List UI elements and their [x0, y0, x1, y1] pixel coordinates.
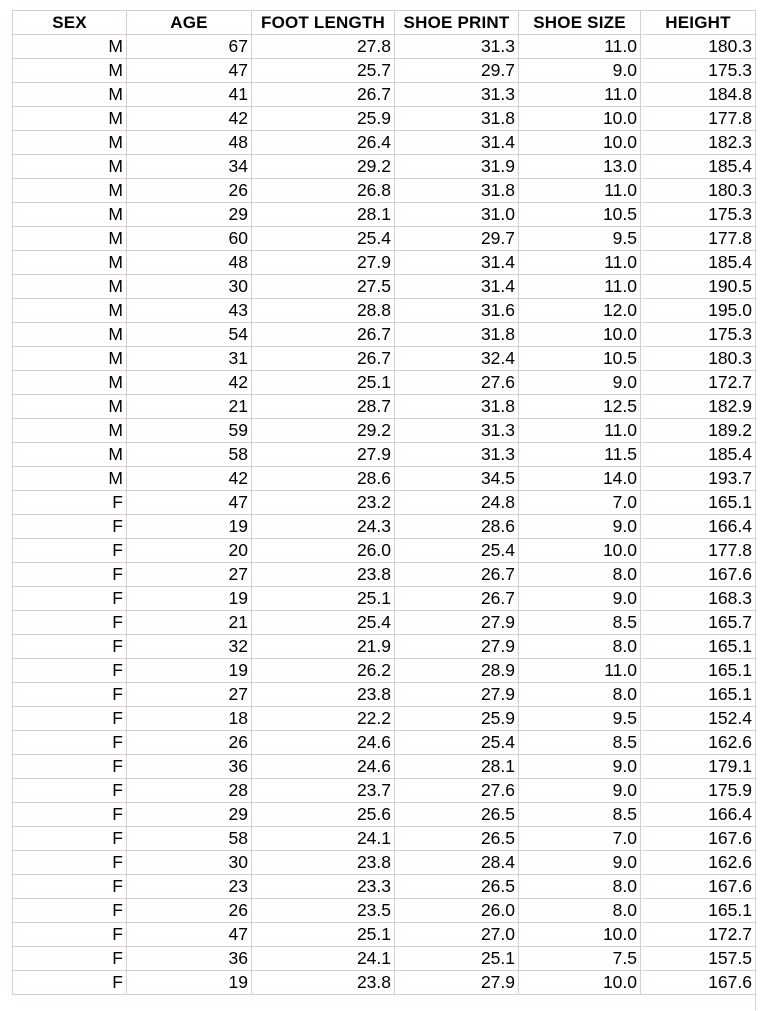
cell-shoe-size[interactable]: 8.5 [519, 611, 641, 635]
cell-foot-length[interactable]: 27.5 [252, 275, 395, 299]
table-row [13, 515, 756, 539]
cell-age[interactable]: 32 [127, 635, 252, 659]
table-row [13, 179, 756, 203]
cell-foot-length[interactable]: 27.9 [252, 251, 395, 275]
cell-shoe-print[interactable]: 29.7 [395, 227, 519, 251]
cell-shoe-size[interactable]: 8.5 [519, 803, 641, 827]
cell-height[interactable]: 167.6 [641, 971, 756, 995]
cell-sex[interactable]: F [13, 971, 127, 995]
cell-sex[interactable]: M [13, 443, 127, 467]
cell-foot-length[interactable]: 23.2 [252, 491, 395, 515]
cell-sex[interactable]: M [13, 419, 127, 443]
cell-shoe-print[interactable]: 31.3 [395, 419, 519, 443]
cell-sex[interactable]: F [13, 827, 127, 851]
cell-sex[interactable]: M [13, 323, 127, 347]
cell-foot-length[interactable]: 24.6 [252, 731, 395, 755]
cell-foot-length[interactable]: 26.4 [252, 131, 395, 155]
cell-height[interactable]: 175.9 [641, 779, 756, 803]
cell-sex[interactable]: F [13, 539, 127, 563]
cell-foot-length[interactable]: 28.7 [252, 395, 395, 419]
cell-foot-length[interactable]: 24.3 [252, 515, 395, 539]
cell-sex[interactable]: F [13, 515, 127, 539]
cell-foot-length[interactable]: 26.0 [252, 539, 395, 563]
cell-sex[interactable]: M [13, 251, 127, 275]
cell-shoe-print[interactable]: 31.8 [395, 323, 519, 347]
table-row [13, 779, 756, 803]
cell-shoe-print[interactable]: 31.8 [395, 395, 519, 419]
cell-height[interactable]: 168.3 [641, 587, 756, 611]
cell-foot-length[interactable]: 23.7 [252, 779, 395, 803]
cell-shoe-print[interactable]: 27.9 [395, 611, 519, 635]
cell-sex[interactable]: F [13, 755, 127, 779]
cell-shoe-size[interactable]: 10.0 [519, 107, 641, 131]
cell-height[interactable]: 157.5 [641, 947, 756, 971]
cell-height[interactable]: 175.3 [641, 203, 756, 227]
cell-sex[interactable]: M [13, 59, 127, 83]
cell-age[interactable]: 29 [127, 203, 252, 227]
table-row [13, 947, 756, 971]
cell-shoe-print[interactable]: 26.5 [395, 875, 519, 899]
cell-age[interactable]: 42 [127, 467, 252, 491]
cell-foot-length[interactable]: 23.8 [252, 971, 395, 995]
cell-shoe-print[interactable]: 27.6 [395, 371, 519, 395]
cell-height[interactable]: 172.7 [641, 371, 756, 395]
cell-age[interactable]: 21 [127, 611, 252, 635]
table-row [13, 587, 756, 611]
cell-foot-length[interactable]: 25.7 [252, 59, 395, 83]
header-foot-length[interactable]: FOOT LENGTH [252, 11, 395, 35]
cell-shoe-print[interactable]: 31.6 [395, 299, 519, 323]
cell-age[interactable]: 20 [127, 539, 252, 563]
cell-foot-length[interactable]: 27.8 [252, 35, 395, 59]
cell-height[interactable]: 175.3 [641, 59, 756, 83]
cell-height[interactable]: 177.8 [641, 107, 756, 131]
cell-foot-length[interactable]: 27.9 [252, 443, 395, 467]
table-row [13, 635, 756, 659]
table-row [13, 347, 756, 371]
cell-sex[interactable]: F [13, 923, 127, 947]
cell-foot-length[interactable]: 24.6 [252, 755, 395, 779]
cell-foot-length[interactable]: 22.2 [252, 707, 395, 731]
cell-shoe-print[interactable]: 28.1 [395, 755, 519, 779]
cell-shoe-size[interactable]: 11.5 [519, 443, 641, 467]
cell-foot-length[interactable]: 29.2 [252, 419, 395, 443]
right-edge-divider [755, 10, 760, 1010]
cell-shoe-print[interactable]: 31.8 [395, 179, 519, 203]
header-shoe-print[interactable]: SHOE PRINT [395, 11, 519, 35]
cell-shoe-size[interactable]: 11.0 [519, 83, 641, 107]
cell-shoe-print[interactable]: 24.8 [395, 491, 519, 515]
table-row [13, 659, 756, 683]
cell-shoe-size[interactable]: 10.0 [519, 971, 641, 995]
cell-sex[interactable]: M [13, 467, 127, 491]
cell-age[interactable]: 28 [127, 779, 252, 803]
cell-age[interactable]: 60 [127, 227, 252, 251]
cell-shoe-print[interactable]: 31.0 [395, 203, 519, 227]
cell-height[interactable]: 175.3 [641, 323, 756, 347]
cell-foot-length[interactable]: 23.5 [252, 899, 395, 923]
cell-foot-length[interactable]: 25.6 [252, 803, 395, 827]
cell-shoe-print[interactable]: 31.3 [395, 35, 519, 59]
cell-age[interactable]: 26 [127, 731, 252, 755]
cell-shoe-size[interactable]: 8.0 [519, 563, 641, 587]
cell-sex[interactable]: F [13, 899, 127, 923]
cell-age[interactable]: 23 [127, 875, 252, 899]
cell-shoe-print[interactable]: 26.7 [395, 587, 519, 611]
cell-age[interactable]: 54 [127, 323, 252, 347]
cell-height[interactable]: 167.6 [641, 827, 756, 851]
cell-foot-length[interactable]: 24.1 [252, 827, 395, 851]
cell-height[interactable]: 172.7 [641, 923, 756, 947]
cell-age[interactable]: 26 [127, 899, 252, 923]
cell-age[interactable]: 47 [127, 59, 252, 83]
cell-foot-length[interactable]: 26.7 [252, 83, 395, 107]
cell-height[interactable]: 182.3 [641, 131, 756, 155]
table-row [13, 923, 756, 947]
cell-sex[interactable]: M [13, 203, 127, 227]
table-row [13, 563, 756, 587]
table-row [13, 83, 756, 107]
cell-shoe-size[interactable]: 12.0 [519, 299, 641, 323]
cell-height[interactable]: 152.4 [641, 707, 756, 731]
cell-age[interactable]: 34 [127, 155, 252, 179]
cell-age[interactable]: 19 [127, 587, 252, 611]
cell-age[interactable]: 19 [127, 515, 252, 539]
cell-sex[interactable]: F [13, 659, 127, 683]
cell-foot-length[interactable]: 26.8 [252, 179, 395, 203]
cell-age[interactable]: 36 [127, 947, 252, 971]
cell-foot-length[interactable]: 29.2 [252, 155, 395, 179]
cell-age[interactable]: 27 [127, 683, 252, 707]
table-body [13, 35, 756, 995]
cell-height[interactable]: 167.6 [641, 563, 756, 587]
table-row [13, 851, 756, 875]
table-row [13, 59, 756, 83]
cell-sex[interactable]: M [13, 347, 127, 371]
table-row [13, 131, 756, 155]
cell-shoe-print[interactable]: 25.9 [395, 707, 519, 731]
cell-age[interactable]: 42 [127, 107, 252, 131]
cell-sex[interactable]: M [13, 155, 127, 179]
cell-height[interactable]: 184.8 [641, 83, 756, 107]
cell-shoe-size[interactable]: 9.0 [519, 515, 641, 539]
cell-height[interactable]: 165.1 [641, 635, 756, 659]
cell-height[interactable]: 189.2 [641, 419, 756, 443]
cell-height[interactable]: 165.1 [641, 683, 756, 707]
table-row [13, 203, 756, 227]
header-sex[interactable]: SEX [13, 11, 127, 35]
cell-shoe-size[interactable]: 11.0 [519, 275, 641, 299]
cell-height[interactable]: 185.4 [641, 251, 756, 275]
header-age[interactable]: AGE [127, 11, 252, 35]
cell-shoe-size[interactable]: 9.5 [519, 707, 641, 731]
cell-shoe-print[interactable]: 32.4 [395, 347, 519, 371]
cell-shoe-size[interactable]: 7.0 [519, 827, 641, 851]
cell-foot-length[interactable]: 23.8 [252, 563, 395, 587]
cell-foot-length[interactable]: 28.6 [252, 467, 395, 491]
cell-sex[interactable]: M [13, 275, 127, 299]
cell-shoe-print[interactable]: 28.9 [395, 659, 519, 683]
cell-foot-length[interactable]: 25.4 [252, 611, 395, 635]
cell-shoe-print[interactable]: 26.5 [395, 803, 519, 827]
cell-sex[interactable]: M [13, 395, 127, 419]
cell-sex[interactable]: F [13, 779, 127, 803]
table-row [13, 251, 756, 275]
cell-shoe-size[interactable]: 9.0 [519, 59, 641, 83]
cell-shoe-size[interactable]: 8.0 [519, 683, 641, 707]
table-row [13, 875, 756, 899]
table-row [13, 227, 756, 251]
cell-shoe-print[interactable]: 26.7 [395, 563, 519, 587]
cell-foot-length[interactable]: 28.8 [252, 299, 395, 323]
cell-foot-length[interactable]: 28.1 [252, 203, 395, 227]
cell-shoe-print[interactable]: 34.5 [395, 467, 519, 491]
cell-height[interactable]: 185.4 [641, 443, 756, 467]
table-row [13, 971, 756, 995]
cell-sex[interactable]: M [13, 83, 127, 107]
cell-sex[interactable]: F [13, 491, 127, 515]
cell-sex[interactable]: F [13, 611, 127, 635]
data-table [12, 10, 756, 995]
cell-height[interactable]: 162.6 [641, 731, 756, 755]
cell-height[interactable]: 167.6 [641, 875, 756, 899]
cell-height[interactable]: 185.4 [641, 155, 756, 179]
header-row [13, 11, 756, 35]
cell-shoe-size[interactable]: 10.0 [519, 923, 641, 947]
table-row [13, 611, 756, 635]
cell-shoe-print[interactable]: 28.6 [395, 515, 519, 539]
table-row [13, 755, 756, 779]
cell-sex[interactable]: M [13, 227, 127, 251]
cell-age[interactable]: 43 [127, 299, 252, 323]
cell-shoe-size[interactable]: 10.0 [519, 131, 641, 155]
cell-sex[interactable]: M [13, 371, 127, 395]
cell-shoe-print[interactable]: 31.3 [395, 83, 519, 107]
cell-shoe-print[interactable]: 27.6 [395, 779, 519, 803]
cell-shoe-size[interactable]: 11.0 [519, 419, 641, 443]
cell-shoe-size[interactable]: 9.5 [519, 227, 641, 251]
table-row [13, 299, 756, 323]
cell-shoe-print[interactable]: 29.7 [395, 59, 519, 83]
cell-sex[interactable]: F [13, 947, 127, 971]
table-row [13, 491, 756, 515]
header-height[interactable]: HEIGHT [641, 11, 756, 35]
cell-age[interactable]: 31 [127, 347, 252, 371]
cell-shoe-print[interactable]: 27.9 [395, 971, 519, 995]
cell-shoe-size[interactable]: 11.0 [519, 35, 641, 59]
cell-height[interactable]: 182.9 [641, 395, 756, 419]
cell-age[interactable]: 21 [127, 395, 252, 419]
cell-shoe-print[interactable]: 25.1 [395, 947, 519, 971]
cell-sex[interactable]: F [13, 803, 127, 827]
table-row [13, 803, 756, 827]
cell-foot-length[interactable]: 21.9 [252, 635, 395, 659]
table-row [13, 371, 756, 395]
table-row [13, 323, 756, 347]
cell-foot-length[interactable]: 26.7 [252, 347, 395, 371]
cell-shoe-size[interactable]: 8.0 [519, 875, 641, 899]
cell-shoe-print[interactable]: 25.4 [395, 539, 519, 563]
cell-sex[interactable]: F [13, 707, 127, 731]
cell-shoe-print[interactable]: 28.4 [395, 851, 519, 875]
cell-foot-length[interactable]: 23.8 [252, 851, 395, 875]
table-row [13, 419, 756, 443]
cell-shoe-print[interactable]: 25.4 [395, 731, 519, 755]
cell-foot-length[interactable]: 25.9 [252, 107, 395, 131]
header-shoe-size[interactable]: SHOE SIZE [519, 11, 641, 35]
cell-foot-length[interactable]: 25.1 [252, 587, 395, 611]
cell-sex[interactable]: M [13, 107, 127, 131]
cell-age[interactable]: 59 [127, 419, 252, 443]
cell-shoe-print[interactable]: 31.4 [395, 275, 519, 299]
cell-age[interactable]: 48 [127, 251, 252, 275]
cell-age[interactable]: 58 [127, 827, 252, 851]
cell-shoe-size[interactable]: 13.0 [519, 155, 641, 179]
cell-foot-length[interactable]: 26.7 [252, 323, 395, 347]
cell-shoe-print[interactable]: 26.5 [395, 827, 519, 851]
cell-age[interactable]: 36 [127, 755, 252, 779]
cell-shoe-print[interactable]: 27.9 [395, 683, 519, 707]
cell-sex[interactable]: F [13, 563, 127, 587]
cell-age[interactable]: 26 [127, 179, 252, 203]
cell-sex[interactable]: M [13, 131, 127, 155]
cell-age[interactable]: 41 [127, 83, 252, 107]
cell-height[interactable]: 177.8 [641, 227, 756, 251]
table-row [13, 683, 756, 707]
cell-age[interactable]: 30 [127, 275, 252, 299]
cell-age[interactable]: 58 [127, 443, 252, 467]
cell-height[interactable]: 165.1 [641, 899, 756, 923]
cell-foot-length[interactable]: 25.4 [252, 227, 395, 251]
cell-shoe-size[interactable]: 8.5 [519, 731, 641, 755]
cell-sex[interactable]: F [13, 635, 127, 659]
table-row [13, 275, 756, 299]
cell-shoe-print[interactable]: 26.0 [395, 899, 519, 923]
cell-height[interactable]: 180.3 [641, 347, 756, 371]
cell-sex[interactable]: F [13, 875, 127, 899]
table-row [13, 707, 756, 731]
cell-sex[interactable]: F [13, 731, 127, 755]
cell-sex[interactable]: M [13, 179, 127, 203]
cell-shoe-size[interactable]: 9.0 [519, 755, 641, 779]
cell-shoe-print[interactable]: 31.8 [395, 107, 519, 131]
cell-height[interactable]: 179.1 [641, 755, 756, 779]
cell-foot-length[interactable]: 26.2 [252, 659, 395, 683]
cell-shoe-print[interactable]: 31.9 [395, 155, 519, 179]
cell-height[interactable]: 165.7 [641, 611, 756, 635]
cell-age[interactable]: 67 [127, 35, 252, 59]
cell-foot-length[interactable]: 25.1 [252, 923, 395, 947]
cell-height[interactable]: 193.7 [641, 467, 756, 491]
cell-shoe-size[interactable]: 9.0 [519, 851, 641, 875]
cell-foot-length[interactable]: 23.3 [252, 875, 395, 899]
table-row [13, 395, 756, 419]
cell-height[interactable]: 166.4 [641, 803, 756, 827]
cell-sex[interactable]: M [13, 35, 127, 59]
table-row [13, 827, 756, 851]
cell-shoe-print[interactable]: 31.3 [395, 443, 519, 467]
cell-shoe-size[interactable]: 9.0 [519, 371, 641, 395]
cell-shoe-print[interactable]: 31.4 [395, 251, 519, 275]
cell-age[interactable]: 47 [127, 923, 252, 947]
cell-shoe-size[interactable]: 8.0 [519, 899, 641, 923]
cell-shoe-print[interactable]: 31.4 [395, 131, 519, 155]
cell-shoe-size[interactable]: 10.5 [519, 203, 641, 227]
cell-shoe-size[interactable]: 9.0 [519, 779, 641, 803]
cell-shoe-size[interactable]: 10.0 [519, 323, 641, 347]
table-row [13, 155, 756, 179]
cell-sex[interactable]: M [13, 299, 127, 323]
cell-shoe-size[interactable]: 7.0 [519, 491, 641, 515]
cell-shoe-size[interactable]: 8.0 [519, 635, 641, 659]
cell-age[interactable]: 48 [127, 131, 252, 155]
cell-height[interactable]: 165.1 [641, 659, 756, 683]
table-row [13, 899, 756, 923]
cell-height[interactable]: 162.6 [641, 851, 756, 875]
cell-age[interactable]: 30 [127, 851, 252, 875]
cell-sex[interactable]: F [13, 851, 127, 875]
cell-foot-length[interactable]: 24.1 [252, 947, 395, 971]
cell-sex[interactable]: F [13, 683, 127, 707]
cell-age[interactable]: 19 [127, 971, 252, 995]
cell-shoe-size[interactable]: 14.0 [519, 467, 641, 491]
cell-foot-length[interactable]: 23.8 [252, 683, 395, 707]
table-row [13, 467, 756, 491]
cell-shoe-size[interactable]: 10.0 [519, 539, 641, 563]
table-row [13, 107, 756, 131]
cell-shoe-size[interactable]: 12.5 [519, 395, 641, 419]
cell-height[interactable]: 166.4 [641, 515, 756, 539]
cell-shoe-size[interactable]: 11.0 [519, 179, 641, 203]
cell-foot-length[interactable]: 25.1 [252, 371, 395, 395]
cell-sex[interactable]: F [13, 587, 127, 611]
cell-shoe-size[interactable]: 11.0 [519, 659, 641, 683]
cell-shoe-size[interactable]: 11.0 [519, 251, 641, 275]
cell-height[interactable]: 195.0 [641, 299, 756, 323]
cell-shoe-print[interactable]: 27.9 [395, 635, 519, 659]
cell-shoe-size[interactable]: 7.5 [519, 947, 641, 971]
cell-shoe-size[interactable]: 10.5 [519, 347, 641, 371]
table-row [13, 35, 756, 59]
cell-age[interactable]: 29 [127, 803, 252, 827]
cell-height[interactable]: 177.8 [641, 539, 756, 563]
table-row [13, 443, 756, 467]
table-row [13, 539, 756, 563]
cell-height[interactable]: 190.5 [641, 275, 756, 299]
table-row [13, 731, 756, 755]
cell-age[interactable]: 27 [127, 563, 252, 587]
cell-height[interactable]: 180.3 [641, 35, 756, 59]
cell-shoe-print[interactable]: 27.0 [395, 923, 519, 947]
cell-age[interactable]: 19 [127, 659, 252, 683]
cell-height[interactable]: 165.1 [641, 491, 756, 515]
cell-shoe-size[interactable]: 9.0 [519, 587, 641, 611]
cell-height[interactable]: 180.3 [641, 179, 756, 203]
cell-age[interactable]: 18 [127, 707, 252, 731]
cell-age[interactable]: 42 [127, 371, 252, 395]
cell-age[interactable]: 47 [127, 491, 252, 515]
